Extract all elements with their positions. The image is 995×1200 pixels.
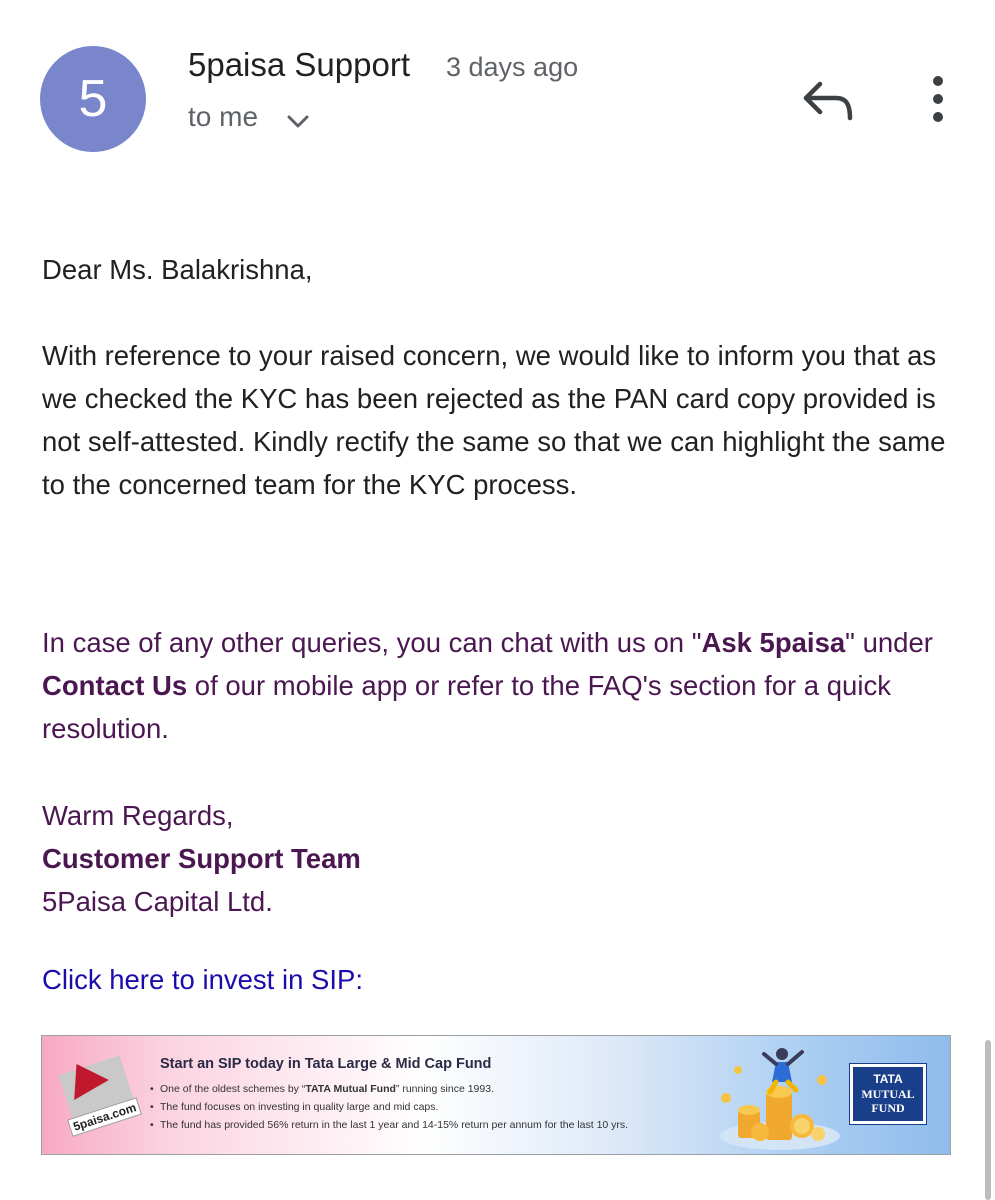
banner-title: Start an SIP today in Tata Large & Mid Cap Fund [160, 1056, 492, 1072]
banner-bullets [150, 1080, 628, 1134]
query-text-end: of our mobile app or refer to the FAQ's section for a quick resolution. [42, 670, 891, 744]
query-text-start: In case of any other queries, you can chat with us on " [42, 627, 702, 658]
scrollbar[interactable] [985, 1040, 991, 1200]
query-text-mid: " under [845, 627, 933, 658]
tata-logo-line1: TATA [873, 1072, 903, 1086]
banner-bullet: • The fund focuses on investing in quality large and mid caps. [150, 1098, 628, 1116]
avatar-letter: 5 [78, 70, 108, 128]
sip-link-label[interactable]: Click here to invest in SIP: [42, 964, 363, 995]
5paisa-logo [62, 1058, 144, 1136]
more-vert-icon[interactable] [920, 74, 956, 124]
coins-investor-illustration [710, 1040, 840, 1152]
tata-logo-line3: FUND [871, 1101, 905, 1115]
reply-icon[interactable] [800, 78, 856, 122]
signature-regards: Warm Regards, [42, 800, 234, 831]
email-query-paragraph [42, 621, 972, 750]
signature-team [42, 837, 972, 880]
banner-bullet: • One of the oldest schemes by “TATA Mutual Fund” running since 1993. [150, 1080, 628, 1098]
sent-time: 3 days ago [446, 52, 579, 82]
logo-text: 5paisa.com [67, 1097, 142, 1137]
signature-team-label: Customer Support Team [42, 843, 361, 874]
recipient-label[interactable]: to me [188, 101, 259, 132]
sender-avatar[interactable] [40, 46, 146, 152]
signature-company: 5Paisa Capital Ltd. [42, 886, 273, 917]
email-paragraph: With reference to your raised concern, we would like to inform you that as we checked the KYC has been rejected as the PAN card copy provided is not self-attested. Kindly rectify the same so that we can highlight the same to the concerned team for the KYC process. [42, 340, 946, 500]
sip-promo-banner[interactable] [41, 1035, 951, 1155]
banner-bullet: • The fund has provided 56% return in the last 1 year and 14-15% return per annum for the last 10 yrs. [150, 1116, 628, 1134]
tata-logo-line2: MUTUAL [861, 1087, 915, 1101]
ask-5paisa-label: Ask 5paisa [701, 627, 846, 658]
tata-mutual-fund-logo [850, 1064, 926, 1124]
chevron-down-icon[interactable] [284, 110, 312, 134]
email-greeting: Dear Ms. Balakrishna, [42, 254, 313, 285]
contact-us-label: Contact Us [42, 670, 188, 701]
sender-name[interactable]: 5paisa Support [188, 46, 410, 83]
sip-link[interactable] [42, 958, 972, 1001]
